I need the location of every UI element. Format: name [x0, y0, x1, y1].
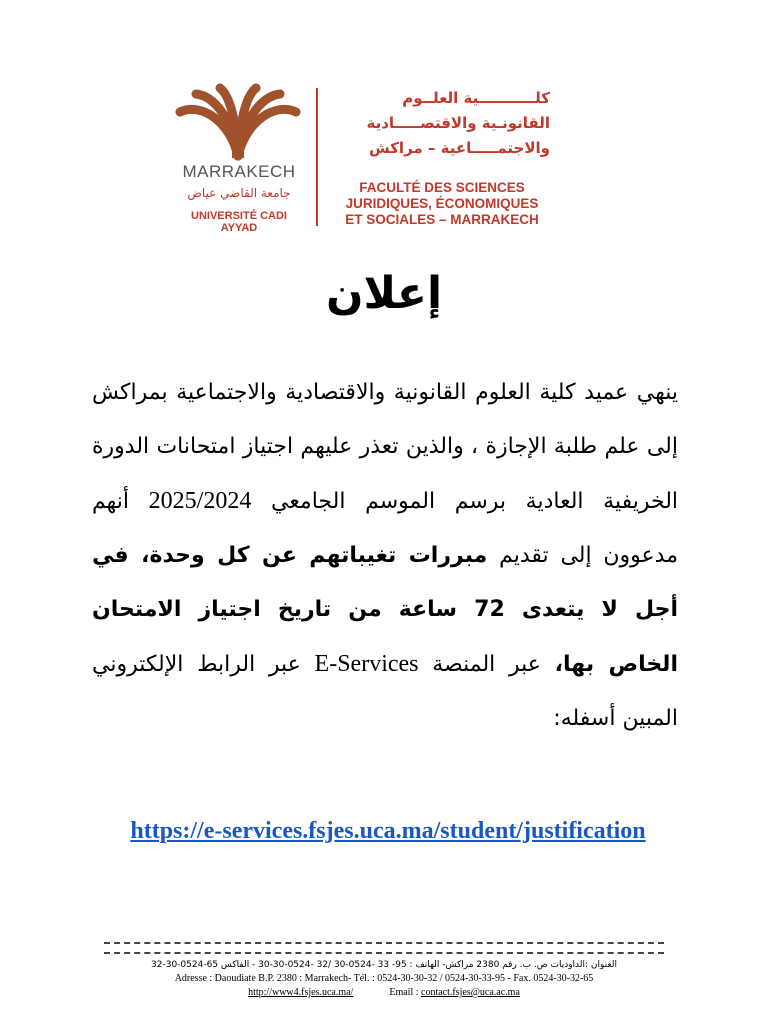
faculty-name-ar-line: القانونـية والاقتصـــــادية — [366, 114, 550, 132]
academic-year: 2025/2024 — [148, 488, 252, 514]
footer-divider — [104, 942, 664, 954]
announcement-body — [92, 366, 678, 746]
body-text-part: عبر المنصة — [418, 652, 555, 677]
body-text-part: عبر الرابط الإلكتروني المبين أسفله: — [92, 652, 678, 731]
faculty-header — [170, 82, 570, 232]
faculty-name-ar-line: كلـــــــــــية العلــوم — [402, 89, 550, 107]
faculty-name-fr-line: JURIDIQUES, ÉCONOMIQUES — [345, 196, 539, 211]
footer-contact — [80, 986, 688, 1000]
header-divider — [316, 88, 318, 226]
footer — [80, 958, 688, 1000]
faculty-name-fr-line: FACULTÉ DES SCIENCES — [359, 180, 525, 195]
university-name-ar: جامعة القاضي عياض — [187, 186, 291, 200]
body-text-part: أنهم مدعوون إلى تقديم — [92, 489, 678, 568]
university-name-fr: UNIVERSITÉ CADI AYYAD — [191, 210, 287, 234]
justification-link[interactable]: https://e-services.fsjes.uca.ma/student/justification — [130, 818, 646, 844]
footer-address-ar: العنوان :الداوديات ص. ب. رقم 2380 مراكش- الهاتف : 95- 33 -0524-30 /32 -0524-30-30 - الفاكس 65-0524-30-32 — [151, 960, 617, 970]
faculty-name-fr-line: ET SOCIALES – MARRAKECH — [345, 212, 539, 227]
website-link[interactable]: http://www4.fsjes.uca.ma/ — [248, 987, 354, 998]
faculty-name-ar — [322, 86, 550, 161]
deadline-notice: مبررات تغيباتهم عن كل وحدة، في أجل لا يتعدى 72 ساعة من تاريخ اجتياز الامتحان الخاص بها، — [92, 543, 678, 677]
faculty-name-ar-line: والاجتمـــــاعية – مراكش — [369, 139, 550, 157]
email-link[interactable]: contact.fsjes@uca.ac.ma — [421, 987, 520, 998]
announcement-title: إعلان — [325, 268, 443, 319]
email-label: Email : — [389, 987, 419, 998]
university-city: MARRAKECH — [182, 162, 296, 181]
footer-address-fr: Adresse : Daoudiate B.P. 2380 : Marrakech- Tél. : 0524-30-30-32 / 0524-30-33-95 - Fax. 0524-30-32-65 — [174, 973, 594, 984]
body-text-part: ينهي عميد كلية العلوم القانونية والاقتصادية والاجتماعية بمراكش إلى علم طلبة الإجازة ، والذين تعذر عليهم اجتياز امتحانات الدورة الخريفية العادية برسم الموسم الجامعي — [92, 380, 679, 514]
faculty-name-fr — [322, 180, 562, 228]
platform-name: E-Services — [314, 651, 419, 677]
